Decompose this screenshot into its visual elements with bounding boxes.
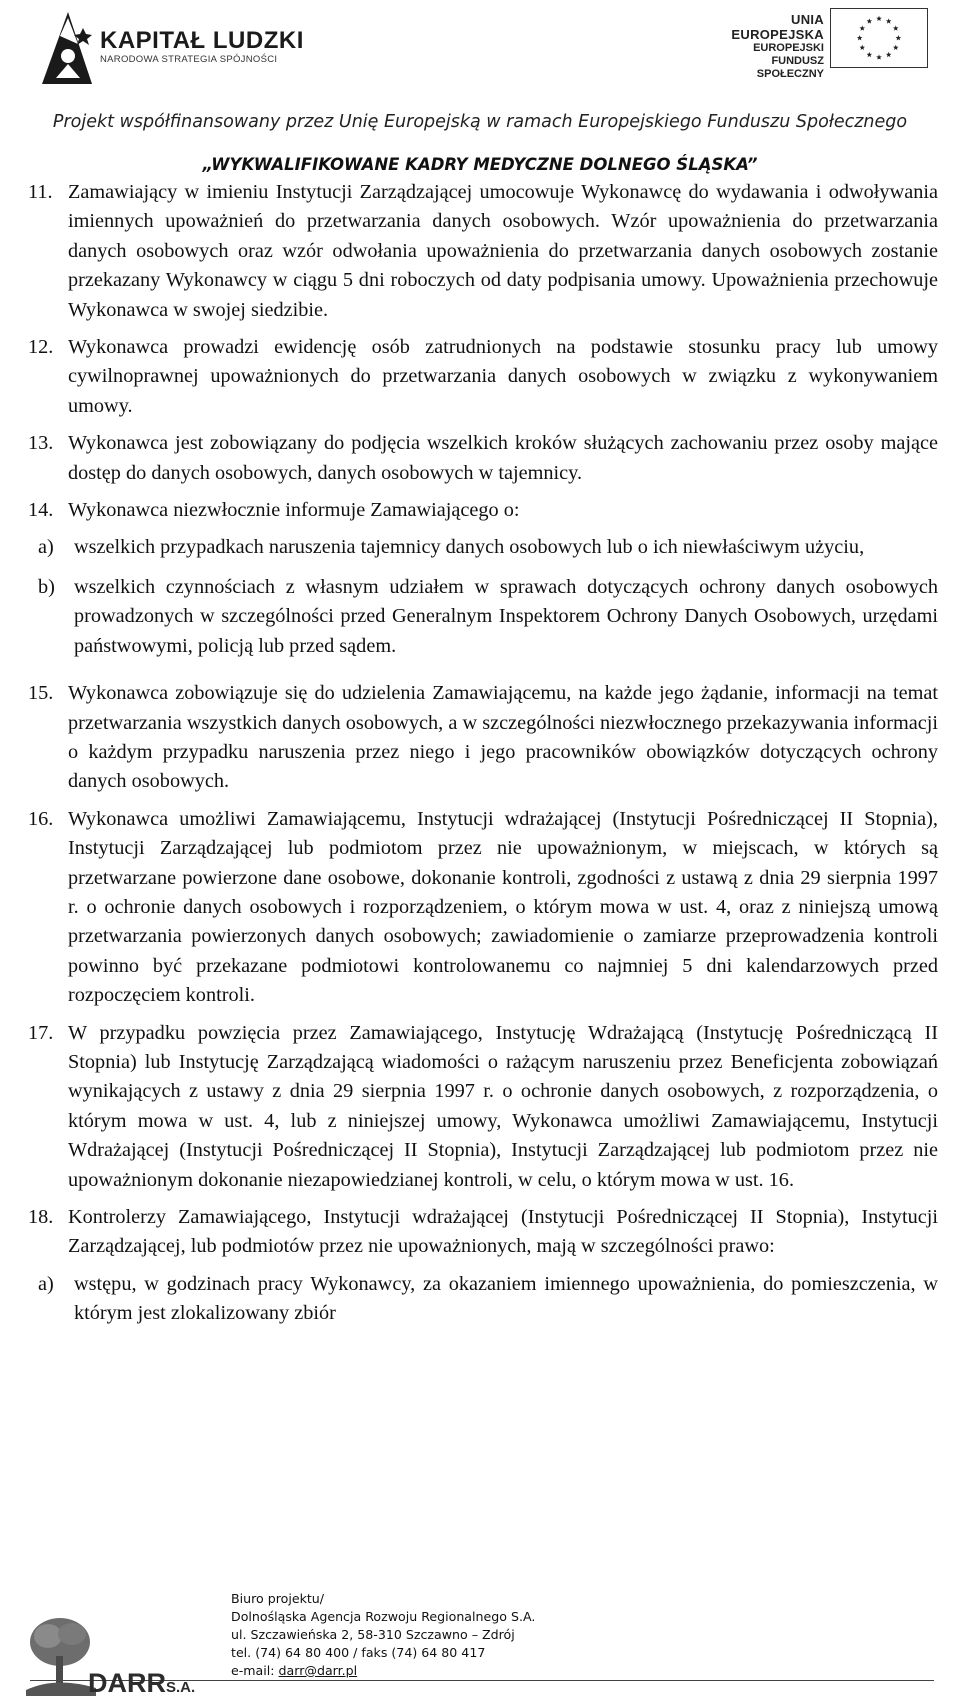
item-text: W przypadku powzięcia przez Zamawiającego, Instytucję Wdrażającą (Instytucję Pośredniczącą II Stopnia) lub Instytucję Zarządzającą wiadomości o rażącym naruszeniu przez Beneficjenta zobowiązań wynikających z ustawy z dnia 29 sierpnia 1997 r. o ochronie danych osobowych, z rozporządzenia, o którym mowa w ust. 4, lub z niniejszej umowy, Wykonawca umożliwi Zamawiającemu, Instytucji Wdrażającej (Instytucji Pośredniczącej II Stopnia), Instytucji Zarządzającej lub podmiotom przez nie upoważnionym dokonanie niezapowiedzianej kontroli, w celu, o którym mowa w ust. 16.: [68, 1021, 938, 1191]
footer-email-label: e-mail:: [231, 1663, 279, 1678]
ue-line1: UNIA EUROPEJSKA: [731, 12, 824, 42]
sub-list: [38, 533, 938, 661]
item-text: Wykonawca prowadzi ewidencję osób zatrudnionych na podstawie stosunku pracy lub umowy cywilnoprawnej upoważnionych do przetwarzania danych osobowych w związku z wykonywaniem umowy.: [68, 336, 938, 417]
list-item: [28, 429, 938, 488]
item-number: 12.: [28, 336, 54, 359]
eu-star-icon: [893, 45, 899, 50]
ue-line2: EUROPEJSKI: [753, 42, 824, 54]
sub-text: wstępu, w godzinach pracy Wykonawcy, za okazaniem imiennego upoważnienia, do pomieszczenia, w którym jest zlokalizowany zbiór: [74, 1272, 938, 1325]
item-text: Kontrolerzy Zamawiającego, Instytucji wdrażającej (Instytucji Pośredniczącej II Stopnia), Instytucji Zarządzającej, lub podmiotów przez nie upoważnionych, mają w szczególności prawo:: [68, 1206, 938, 1258]
document-body: [28, 178, 938, 1347]
eu-star-icon: [857, 35, 863, 40]
darr-logo: [26, 1606, 196, 1699]
eu-star-icon: [860, 45, 866, 50]
item-text: Wykonawca zobowiązuje się do udzielenia Zamawiającemu, na każde jego żądanie, informacji na temat przetwarzania wszystkich danych osobowych, a w szczególności niezwłocznego przekazywania informacji o każdym przypadku naruszenia przez niego i jego pracowników obowiązków dotyczących ochrony danych osobowych.: [68, 682, 938, 793]
item-number: 16.: [28, 807, 54, 830]
item-text: Wykonawca jest zobowiązany do podjęcia wszelkich kroków służących zachowaniu przez osoby mające dostęp do danych osobowych, danych osobowych w tajemnicy.: [68, 432, 938, 484]
item-text: Zamawiający w imieniu Instytucji Zarządzającej umocowuje Wykonawcę do wydawania i odwoływania imiennych upoważnień do przetwarzania danych osobowych. Wzór upoważnienia do przetwarzania danych osobowych oraz wzór odwołania upoważnienia do przetwarzania danych osobowych zostanie przekazany Wykonawcy w ciągu 5 dni roboczych od daty podpisania umowy. Upoważnienia przechowuje Wykonawca w swojej siedzibie.: [68, 181, 938, 321]
ue-line3: FUNDUSZ SPOŁECZNY: [756, 55, 824, 80]
eu-star-icon: [876, 54, 882, 59]
footer-line1: Biuro projektu/: [231, 1591, 325, 1606]
project-name: „WYKWALIFIKOWANE KADRY MEDYCZNE DOLNEGO ŚLĄSKA”: [202, 155, 758, 174]
item-number: 13.: [28, 432, 54, 455]
darr-name: DARR: [88, 1668, 166, 1698]
item-number: 14.: [28, 499, 54, 522]
item-text: Wykonawca umożliwi Zamawiającemu, Instytucji wdrażającej (Instytucji Pośredniczącej II Stopnia), Instytucji Zarządzającej lub podmiotom przez nie upoważnionym, w miejscach, w których są przetwarzane powierzone dane osobowe, dokonanie kontroli, zgodności z ustawą z dnia 29 sierpnia 1997 r. o ochronie danych osobowych i rozporządzeniem, o którym mowa w ust. 4, oraz z niniejszą umową przetwarzania powierzonych danych osobowych; zawiadomienie o zamiarze przeprowadzenia kontroli powinno być przekazane podmiotowi kontrolowanemu co najmniej 5 dni kalendarzowych przed rozpoczęciem kontroli.: [68, 807, 938, 1007]
list-item: [28, 178, 938, 325]
sub-item: [28, 533, 938, 562]
sub-list: [38, 1270, 938, 1329]
sub-letter: a): [38, 1272, 54, 1295]
footer-line3: ul. Szczawieńska 2, 58-310 Szczawno – Zdrój: [231, 1627, 515, 1642]
footer-line4: tel. (74) 64 80 400 / faks (74) 64 80 417: [231, 1645, 486, 1660]
item-number: 11.: [28, 181, 53, 203]
sub-item: [28, 1270, 938, 1329]
item-number: 18.: [28, 1206, 54, 1228]
list-item: [28, 1203, 938, 1339]
kl-title: KAPITAŁ LUDZKI: [100, 27, 304, 54]
kl-subtitle: NARODOWA STRATEGIA SPÓJNOŚCI: [100, 54, 278, 65]
footer-address: [231, 1590, 535, 1680]
item-number: 15.: [28, 682, 54, 705]
eu-star-icon: [896, 35, 902, 40]
sub-text: wszelkich przypadkach naruszenia tajemnicy danych osobowych lub o ich niewłaściwym użyciu,: [74, 536, 865, 559]
eu-star-icon: [867, 52, 873, 57]
darr-suffix: S.A.: [166, 1679, 196, 1696]
eu-star-icon: [886, 52, 892, 57]
kapital-ludzki-logo: [38, 8, 358, 90]
list-item: [28, 496, 938, 671]
sub-text: wszelkich czynnościach z własnym udziałem w sprawach dotyczących ochrony danych osobowych prowadzonych w szczególności przed Generalnym Inspektorem Ochrony Danych Osobowych, urzędami państwowymi, policją lub przed sądem.: [74, 575, 938, 657]
eu-star-icon: [867, 18, 873, 23]
footer-line2: Dolnośląska Agencja Rozwoju Regionalnego S.A.: [231, 1609, 536, 1624]
eu-star-icon: [876, 16, 882, 21]
kapital-ludzki-emblem-icon: [38, 8, 96, 88]
eu-star-icon: [886, 18, 892, 23]
cofinanced-notice: Projekt współfinansowany przez Unię Europejską w ramach Europejskiego Funduszu Społecznego: [52, 112, 908, 132]
item-number: 17.: [28, 1021, 54, 1044]
sub-item: [28, 573, 938, 661]
page-header: [0, 0, 960, 132]
list-item: [28, 679, 938, 797]
list-item: [28, 805, 938, 1011]
list-item: [28, 1019, 938, 1195]
sub-letter: a): [38, 536, 54, 559]
sub-letter: b): [38, 575, 55, 598]
eu-star-icon: [893, 25, 899, 30]
list-item: [28, 333, 938, 421]
eu-star-icon: [860, 25, 866, 30]
eu-logo: [712, 8, 928, 80]
email-link[interactable]: darr@darr.pl: [278, 1663, 358, 1678]
item-text: Wykonawca niezwłocznie informuje Zamawiającego o:: [68, 499, 520, 522]
eu-flag-icon: [830, 8, 928, 68]
